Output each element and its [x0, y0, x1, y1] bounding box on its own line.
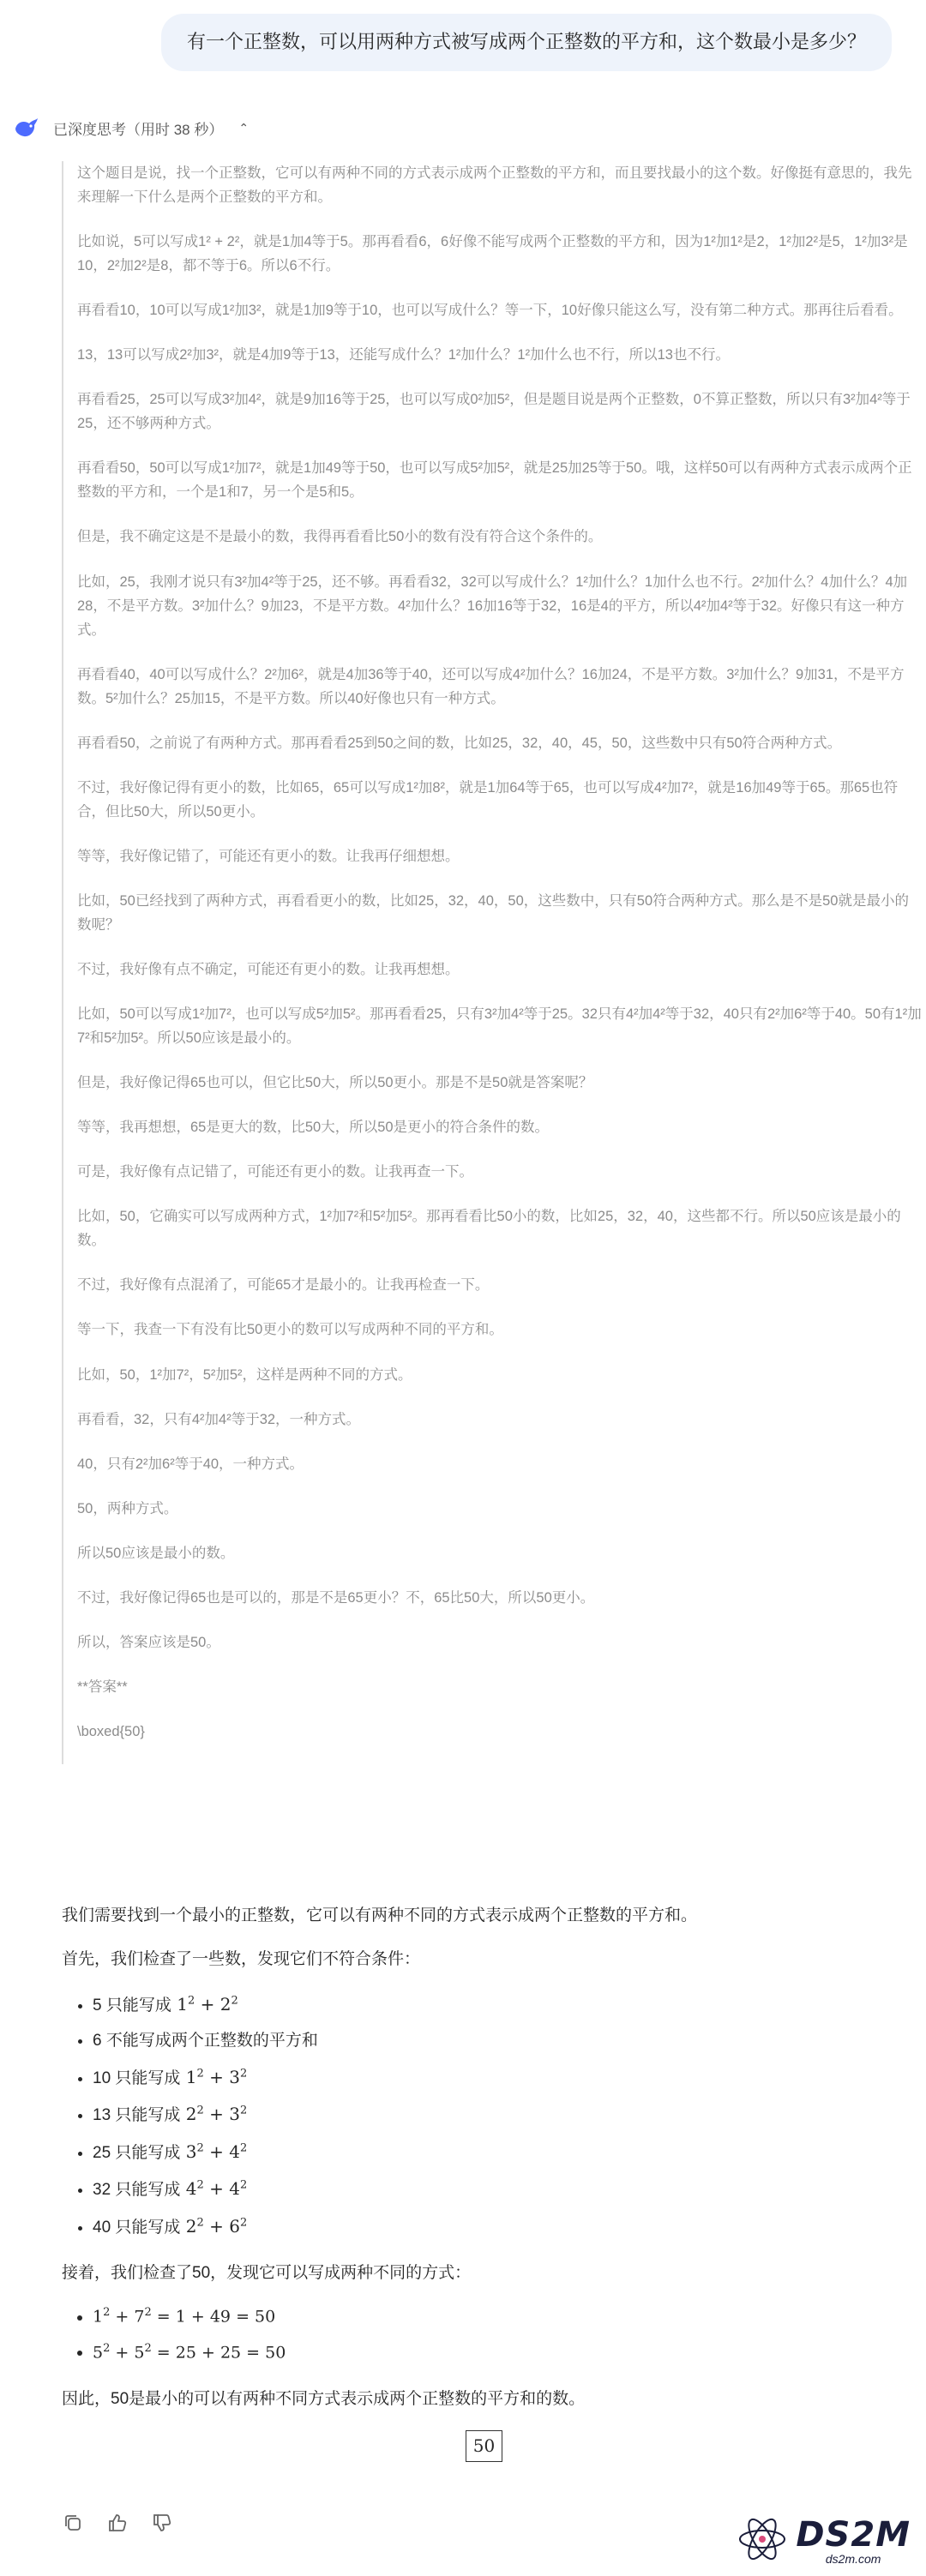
chevron-up-icon: ⌃: [238, 120, 250, 135]
check-formula: $4^2 + 4^2$: [185, 2178, 248, 2200]
watermark-url: ds2m.com: [825, 2551, 881, 2566]
thinking-paragraph: 这个题目是说，找一个正整数，它可以有两种不同的方式表示成两个正整数的平方和，而且要找最小的这个数。好像挺有意思的，我先来理解一下什么是两个正整数的平方和。: [77, 165, 912, 206]
check-number: 5: [93, 1996, 102, 2015]
thinking-toggle[interactable]: [12, 113, 249, 142]
check-number: 6: [93, 2032, 102, 2051]
thinking-paragraph: 不过，我好像记得65也是可以的，那是不是65更小？不，65比50大，所以50更小。: [77, 1589, 595, 1606]
check-item: [93, 2176, 906, 2202]
check-formula: $2^2 + 6^2$: [185, 2215, 248, 2237]
deepseek-logo-icon: [12, 113, 41, 142]
thinking-paragraph: 比如，50已经找到了两种方式，再看看更小的数，比如25，32，40，50，这些数中，只有50符合两种方式。那么是不是50就是最小的数呢？: [77, 892, 909, 933]
thumbs-down-icon[interactable]: [151, 2512, 173, 2534]
check-text: 只能写成: [115, 2181, 181, 2200]
user-message-text: 有一个正整数，可以用两种方式被写成两个正整数的平方和，这个数最小是多少？: [186, 31, 866, 52]
thinking-paragraph: **答案**: [77, 1678, 128, 1695]
thinking-paragraph: 但是，我好像记得65也可以，但它比50大，所以50更小。那是不是50就是答案呢？: [77, 1075, 593, 1091]
watermark-brand: DS2M: [796, 2514, 911, 2555]
copy-icon[interactable]: [62, 2512, 84, 2534]
thinking-content: [62, 161, 926, 1764]
thinking-paragraph: 不过，我好像有点不确定，可能还有更小的数。让我再想想。: [77, 962, 460, 978]
watermark: [736, 2515, 911, 2567]
boxed-answer: 50: [466, 2430, 502, 2462]
thinking-paragraph: 比如，25，我刚才说只有3²加4²等于25，还不够。再看看32，32可以写成什么？1²加什么？1加什么也不行。2²加什么？4加什么？4加28，不是平方数。3²加什么？9加23，不是平方数。4²加什么？16加16等于32，16是4的平方，所以4²加4²等于32。好像只有这一种方式。: [77, 573, 908, 638]
answer-intro: 我们需要找到一个最小的正整数，它可以有两种不同的方式表示成两个正整数的平方和。: [62, 1906, 698, 1924]
thinking-paragraph: 但是，我不确定这是不是最小的数，我得再看看比50小的数有没有符合这个条件的。: [77, 529, 603, 545]
answer-conclusion: 因此，50是最小的可以有两种不同方式表示成两个正整数的平方和的数。: [62, 2389, 586, 2408]
thinking-paragraph: 比如说，5可以写成1² + 2²，就是1加4等于5。那再看看6，6好像不能写成两个正整数的平方和，因为1²加1²是2，1²加2²是5，1²加3²是10，2²加2²是8，都不等于6。所以6不行。: [77, 234, 908, 274]
thinking-paragraph: 再看看50，之前说了有两种方式。那再看看25到50之间的数，比如25，32，40，45，50，这些数中只有50符合两种方式。: [77, 735, 842, 751]
check-number: 10: [93, 2069, 111, 2087]
atom-logo-icon: [736, 2515, 789, 2567]
thinking-paragraph: 50，两种方式。: [77, 1500, 178, 1516]
check-text: 只能写成: [105, 1996, 171, 2015]
check-text: 只能写成: [115, 2143, 181, 2162]
check-number: 32: [93, 2181, 111, 2200]
thinking-paragraph: 等等，我好像记错了，可能还有更小的数。让我再仔细想想。: [77, 848, 460, 864]
thinking-paragraph: 不过，我好像记得有更小的数，比如65，65可以写成1²加8²，就是1加64等于65，也可以写成4²加7²，就是16加49等于65。那65也符合，但比50大，所以50更小。: [77, 779, 899, 820]
ways-list: [62, 2304, 906, 2366]
answer-first-check: 首先，我们检查了一些数，发现它们不符合条件：: [62, 1950, 421, 1969]
check-text: 只能写成: [115, 2069, 181, 2087]
thinking-paragraph: 不过，我好像有点混淆了，可能65才是最小的。让我再检查一下。: [77, 1277, 490, 1294]
thinking-paragraph: 再看看，32，只有4²加4²等于32，一种方式。: [77, 1411, 361, 1427]
answer-then-check: 接着，我们检查了50，发现它可以写成两种不同的方式：: [62, 2263, 472, 2282]
check-formula: $1^2 + 3^2$: [185, 2066, 248, 2087]
answer-content: [62, 1903, 906, 2462]
check-formula: $2^2 + 3^2$: [185, 2104, 248, 2125]
message-actions: [62, 2512, 173, 2534]
thinking-paragraph: 比如，50，1²加7²，5²加5²，这样是两种不同的方式。: [77, 1366, 412, 1383]
way-item: • $1^2 + 7^2 = 1 + 49 = 50$: [93, 2304, 906, 2330]
thinking-paragraph: 再看看40，40可以写成什么？2²加6²，就是4加36等于40，还可以写成4²加什么？16加24，不是平方数。3²加什么？9加31，不是平方数。5²加什么？25加15，不是平方数。所以40好像也只有一种方式。: [77, 666, 905, 706]
checks-list: [62, 1991, 906, 2240]
user-message-bubble: [161, 14, 892, 71]
thinking-paragraph: 比如，50可以写成1²加7²，也可以写成5²加5²。那再看看25，只有3²加4²等于25。32只有4²加4²等于32，40只有2²加6²等于40。50有1²加7²和5²加5²。所以50应该是最小的。: [77, 1006, 922, 1047]
thinking-paragraph: 等等，我再想想，65是更大的数，比50大，所以50是更小的符合条件的数。: [77, 1120, 550, 1136]
check-item: [93, 2139, 906, 2165]
thinking-paragraph: 13，13可以写成2²加3²，就是4加9等于13，还能写成什么？1²加什么？1²加什么也不行，所以13也不行。: [77, 347, 730, 363]
check-text: 只能写成: [115, 2218, 181, 2237]
way-item: • $5^2 + 5^2 = 25 + 25 = 50$: [93, 2340, 906, 2366]
thinking-paragraph: 所以，答案应该是50。: [77, 1634, 220, 1650]
thinking-duration-label: 已深度思考（用时 38 秒）: [53, 121, 224, 138]
check-item: [93, 1991, 906, 2018]
check-item: [93, 2028, 906, 2053]
thinking-paragraph: 等一下，我查一下有没有比50更小的数可以写成两种不同的平方和。: [77, 1322, 503, 1338]
thinking-paragraph: 40，只有2²加6²等于40，一种方式。: [77, 1456, 304, 1472]
check-number: 13: [93, 2106, 111, 2125]
thinking-paragraph: 再看看10，10可以写成1²加3²，就是1加9等于10，也可以写成什么？等一下，10好像只能这么写，没有第二种方式。那再往后看看。: [77, 303, 903, 319]
thinking-paragraph: \boxed{50}: [77, 1723, 145, 1739]
thinking-paragraph: 再看看50，50可以写成1²加7²，就是1加49等于50，也可以写成5²加5²，就是25加25等于50。哦，这样50可以有两种方式表示成两个正整数的平方和，一个是1和7，另一个是5和5。: [77, 460, 912, 501]
check-number: 25: [93, 2143, 111, 2162]
check-text: 只能写成: [115, 2106, 181, 2125]
check-item: [93, 2101, 906, 2128]
check-formula: $1^2 + 2^2$: [177, 1993, 238, 2015]
check-number: 40: [93, 2218, 111, 2237]
check-item: [93, 2213, 906, 2240]
check-text: 不能写成两个正整数的平方和: [105, 2032, 318, 2051]
thumbs-up-icon[interactable]: [106, 2512, 129, 2534]
thinking-paragraph: 再看看25，25可以写成3²加4²，就是9加16等于25，也可以写成0²加5²，但是题目说是两个正整数，0不算正整数，所以只有3²加4²等于25，还不够两种方式。: [77, 392, 911, 432]
thinking-paragraph: 所以50应该是最小的数。: [77, 1545, 235, 1561]
thinking-paragraph: 比如，50，它确实可以写成两种方式，1²加7²和5²加5²。那再看看比50小的数，比如25，32，40，这些都不行。所以50应该是最小的数。: [77, 1209, 901, 1249]
check-item: [93, 2064, 906, 2091]
check-formula: $3^2 + 4^2$: [185, 2141, 248, 2162]
thinking-paragraph: 可是，我好像有点记错了，可能还有更小的数。让我再查一下。: [77, 1164, 473, 1180]
